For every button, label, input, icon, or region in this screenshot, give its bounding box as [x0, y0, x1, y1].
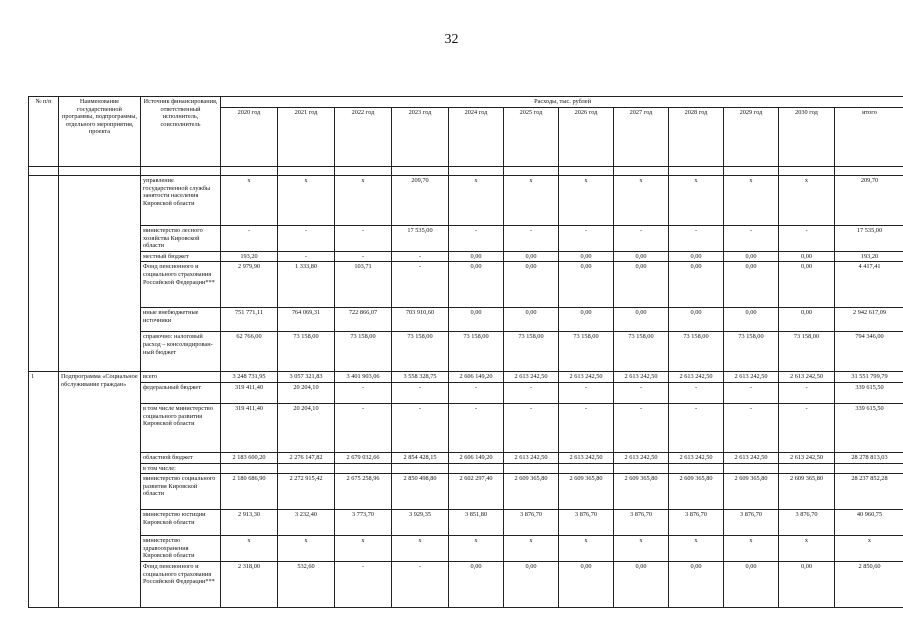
value-cell: 3 876,70 — [504, 510, 559, 536]
value-cell: - — [335, 403, 392, 452]
program-name: Подпрограмма «Социальное обслуживание граждан» — [59, 372, 141, 608]
value-cell: 764 069,31 — [278, 308, 335, 332]
value-cell: x — [278, 536, 335, 562]
value-cell: 3 057 321,83 — [278, 372, 335, 383]
value-cell: 0,00 — [449, 308, 504, 332]
value-cell: 2 913,30 — [221, 510, 278, 536]
spacer-cell — [504, 167, 559, 176]
value-cell: 3 876,70 — [724, 510, 779, 536]
table-row — [29, 561, 903, 607]
header-year: итого — [835, 108, 903, 167]
header-source: Источник финансирования, ответственный исполнитель, соисполнитель — [141, 97, 221, 167]
value-cell: 1 333,80 — [278, 262, 335, 308]
value-cell: 0,00 — [724, 262, 779, 308]
value-cell: 0,00 — [614, 308, 669, 332]
value-cell: 2 276 147,82 — [278, 452, 335, 463]
value-cell: 2 613 242,50 — [724, 452, 779, 463]
value-cell: 73 158,00 — [504, 332, 559, 372]
value-cell: 73 158,00 — [614, 332, 669, 372]
program-name — [59, 176, 141, 372]
value-cell: 3 876,70 — [779, 510, 835, 536]
value-cell: 2 272 915,42 — [278, 474, 335, 510]
value-cell: 0,00 — [614, 561, 669, 607]
value-cell: - — [559, 403, 614, 452]
value-cell: - — [669, 382, 724, 403]
value-cell: 0,00 — [449, 251, 504, 262]
funding-source: местный бюджет — [141, 251, 221, 262]
value-cell: 2 613 242,50 — [779, 452, 835, 463]
value-cell — [614, 463, 669, 474]
header-year: 2024 год — [449, 108, 504, 167]
value-cell: 31 551 799,79 — [835, 372, 903, 383]
table-row — [29, 308, 903, 332]
value-cell: 20 204,10 — [278, 403, 335, 452]
funding-source: областной бюджет — [141, 452, 221, 463]
value-cell: - — [724, 382, 779, 403]
value-cell: 2 613 242,50 — [614, 372, 669, 383]
funding-source: федеральный бюджет — [141, 382, 221, 403]
value-cell: - — [221, 226, 278, 252]
budget-table — [28, 96, 903, 608]
value-cell: 3 401 903,06 — [335, 372, 392, 383]
value-cell: 2 613 242,50 — [779, 372, 835, 383]
value-cell: 2 850 498,80 — [392, 474, 449, 510]
value-cell: - — [614, 226, 669, 252]
value-cell: 40 960,75 — [835, 510, 903, 536]
header-year: 2030 год — [779, 108, 835, 167]
value-cell — [449, 463, 504, 474]
value-cell: 2 609 365,80 — [504, 474, 559, 510]
value-cell — [278, 463, 335, 474]
header-year: 2020 год — [221, 108, 278, 167]
funding-source: министерство лесного хозяйства Кировской области — [141, 226, 221, 252]
value-cell: x — [614, 536, 669, 562]
value-cell: - — [559, 226, 614, 252]
value-cell: 0,00 — [504, 251, 559, 262]
header-year: 2027 год — [614, 108, 669, 167]
value-cell: 0,00 — [669, 251, 724, 262]
value-cell: 2 613 242,50 — [559, 372, 614, 383]
value-cell: x — [221, 176, 278, 226]
header-year: 2029 год — [724, 108, 779, 167]
value-cell: 4 417,41 — [835, 262, 903, 308]
funding-source: министерство здравоохранения Кировской области — [141, 536, 221, 562]
row-number — [29, 176, 59, 372]
value-cell: x — [614, 176, 669, 226]
spacer-cell — [221, 167, 278, 176]
value-cell: 2 613 242,50 — [724, 372, 779, 383]
value-cell: 3 876,70 — [559, 510, 614, 536]
value-cell: 2 318,00 — [221, 561, 278, 607]
value-cell: 703 910,60 — [392, 308, 449, 332]
spacer-cell — [392, 167, 449, 176]
value-cell: 0,00 — [559, 561, 614, 607]
value-cell: x — [559, 176, 614, 226]
value-cell: 751 771,11 — [221, 308, 278, 332]
value-cell: 3 851,80 — [449, 510, 504, 536]
value-cell: 73 158,00 — [559, 332, 614, 372]
value-cell: - — [392, 403, 449, 452]
value-cell: x — [559, 536, 614, 562]
value-cell: 2 609 365,80 — [614, 474, 669, 510]
value-cell: 0,00 — [724, 308, 779, 332]
value-cell: x — [449, 176, 504, 226]
table-row — [29, 510, 903, 536]
value-cell: 2 854 428,15 — [392, 452, 449, 463]
value-cell: x — [724, 176, 779, 226]
table-row — [29, 372, 903, 383]
value-cell: 339 615,50 — [835, 403, 903, 452]
value-cell: x — [221, 536, 278, 562]
value-cell: - — [559, 382, 614, 403]
value-cell: x — [335, 536, 392, 562]
value-cell: 28 237 852,28 — [835, 474, 903, 510]
value-cell: 73 158,00 — [449, 332, 504, 372]
value-cell — [779, 463, 835, 474]
value-cell: x — [392, 536, 449, 562]
value-cell: 193,20 — [835, 251, 903, 262]
table-row — [29, 403, 903, 452]
funding-source: министерство юстиции Кировской области — [141, 510, 221, 536]
value-cell: 3 773,70 — [335, 510, 392, 536]
table-row — [29, 463, 903, 474]
value-cell: - — [669, 226, 724, 252]
value-cell: 2 609 365,80 — [669, 474, 724, 510]
header-expenses: Расходы, тыс. рублей — [221, 97, 903, 108]
value-cell: 2 606 149,20 — [449, 452, 504, 463]
value-cell: - — [614, 403, 669, 452]
value-cell: 2 675 258,96 — [335, 474, 392, 510]
value-cell: 2 979,90 — [221, 262, 278, 308]
header-year: 2026 год — [559, 108, 614, 167]
funding-source: справочно: налоговый расход – консолидирован-ный бюджет — [141, 332, 221, 372]
value-cell: 0,00 — [779, 561, 835, 607]
funding-source: Фонд пенсионного и социального страхования Российской Федерации*** — [141, 561, 221, 607]
table-row — [29, 251, 903, 262]
table-row — [29, 262, 903, 308]
value-cell: x — [335, 176, 392, 226]
value-cell: 2 609 365,80 — [559, 474, 614, 510]
header-year: 2021 год — [278, 108, 335, 167]
value-cell: x — [724, 536, 779, 562]
value-cell: 339 615,50 — [835, 382, 903, 403]
value-cell: 0,00 — [669, 262, 724, 308]
value-cell: 28 278 813,03 — [835, 452, 903, 463]
value-cell — [835, 463, 903, 474]
value-cell: 3 876,70 — [614, 510, 669, 536]
value-cell: 2 679 032,66 — [335, 452, 392, 463]
value-cell: 0,00 — [504, 262, 559, 308]
value-cell: 0,00 — [669, 308, 724, 332]
value-cell: 73 158,00 — [278, 332, 335, 372]
value-cell — [669, 463, 724, 474]
value-cell: 2 602 297,40 — [449, 474, 504, 510]
value-cell: 0,00 — [449, 561, 504, 607]
spacer-cell — [141, 167, 221, 176]
value-cell: 2 850,60 — [835, 561, 903, 607]
header-year: 2023 год — [392, 108, 449, 167]
value-cell — [392, 463, 449, 474]
value-cell: 2 613 242,50 — [504, 452, 559, 463]
value-cell: 794 346,00 — [835, 332, 903, 372]
value-cell: 0,00 — [559, 251, 614, 262]
value-cell — [221, 463, 278, 474]
value-cell: 532,60 — [278, 561, 335, 607]
value-cell: 0,00 — [779, 308, 835, 332]
value-cell — [504, 463, 559, 474]
value-cell: 62 766,00 — [221, 332, 278, 372]
value-cell: 209,70 — [392, 176, 449, 226]
value-cell: x — [278, 176, 335, 226]
value-cell: - — [724, 226, 779, 252]
spacer-cell — [449, 167, 504, 176]
table-row — [29, 452, 903, 463]
value-cell: - — [392, 262, 449, 308]
value-cell: 0,00 — [449, 262, 504, 308]
value-cell: 17 535,00 — [835, 226, 903, 252]
value-cell: 722 866,07 — [335, 308, 392, 332]
spacer-cell — [724, 167, 779, 176]
value-cell — [559, 463, 614, 474]
value-cell: 2 613 242,50 — [614, 452, 669, 463]
funding-source: иные внебюджетные источники — [141, 308, 221, 332]
value-cell: - — [669, 403, 724, 452]
header-year: 2022 год — [335, 108, 392, 167]
value-cell: 3 232,40 — [278, 510, 335, 536]
value-cell: x — [669, 176, 724, 226]
value-cell: x — [504, 536, 559, 562]
spacer-cell — [779, 167, 835, 176]
value-cell: - — [335, 561, 392, 607]
value-cell: - — [779, 382, 835, 403]
header-year: 2025 год — [504, 108, 559, 167]
table-row — [29, 382, 903, 403]
value-cell: 0,00 — [614, 251, 669, 262]
value-cell: 2 613 242,50 — [669, 372, 724, 383]
header-year: 2028 год — [669, 108, 724, 167]
table-row — [29, 474, 903, 510]
value-cell: 0,00 — [504, 561, 559, 607]
value-cell: 3 929,35 — [392, 510, 449, 536]
value-cell: - — [335, 226, 392, 252]
value-cell: 193,20 — [221, 251, 278, 262]
spacer-cell — [669, 167, 724, 176]
spacer-cell — [278, 167, 335, 176]
value-cell: 17 535,00 — [392, 226, 449, 252]
value-cell: 2 613 242,50 — [669, 452, 724, 463]
value-cell: 73 158,00 — [669, 332, 724, 372]
header-num: № п/п — [29, 97, 59, 167]
value-cell: x — [669, 536, 724, 562]
spacer-cell — [335, 167, 392, 176]
value-cell: 2 609 365,80 — [724, 474, 779, 510]
value-cell: x — [504, 176, 559, 226]
table-row — [29, 332, 903, 372]
value-cell: 2 609 365,80 — [779, 474, 835, 510]
value-cell: 0,00 — [559, 262, 614, 308]
value-cell: - — [504, 403, 559, 452]
value-cell: - — [504, 226, 559, 252]
value-cell: 2 606 149,20 — [449, 372, 504, 383]
value-cell: - — [504, 382, 559, 403]
value-cell: 73 158,00 — [724, 332, 779, 372]
value-cell: 319 411,40 — [221, 382, 278, 403]
spacer-cell — [59, 167, 141, 176]
value-cell: 2 942 617,09 — [835, 308, 903, 332]
spacer-cell — [559, 167, 614, 176]
value-cell: - — [278, 251, 335, 262]
value-cell: 209,70 — [835, 176, 903, 226]
value-cell — [335, 463, 392, 474]
value-cell: - — [392, 382, 449, 403]
value-cell: - — [779, 226, 835, 252]
value-cell: 2 613 242,50 — [559, 452, 614, 463]
value-cell: x — [779, 176, 835, 226]
value-cell: 2 613 242,50 — [504, 372, 559, 383]
value-cell: 0,00 — [669, 561, 724, 607]
value-cell: 103,71 — [335, 262, 392, 308]
value-cell: 0,00 — [724, 251, 779, 262]
value-cell: 0,00 — [779, 262, 835, 308]
value-cell: 319 411,40 — [221, 403, 278, 452]
value-cell: 20 204,10 — [278, 382, 335, 403]
value-cell: - — [449, 403, 504, 452]
funding-source: управление государственной службы занятости населения Кировской области — [141, 176, 221, 226]
value-cell: - — [724, 403, 779, 452]
value-cell: x — [449, 536, 504, 562]
value-cell: 73 158,00 — [335, 332, 392, 372]
value-cell: - — [449, 382, 504, 403]
value-cell — [724, 463, 779, 474]
header-name: Наименование государственной программы, подпрограммы, отдельного мероприятия, проекта — [59, 97, 141, 167]
table-row — [29, 226, 903, 252]
value-cell: 2 180 686,90 — [221, 474, 278, 510]
funding-source: министерство социального развития Кировской области — [141, 474, 221, 510]
row-number: 1 — [29, 372, 59, 608]
spacer-cell — [614, 167, 669, 176]
value-cell: 0,00 — [724, 561, 779, 607]
table-row — [29, 536, 903, 562]
value-cell: - — [614, 382, 669, 403]
value-cell: x — [835, 536, 903, 562]
value-cell: - — [335, 251, 392, 262]
value-cell: 0,00 — [559, 308, 614, 332]
value-cell: - — [779, 403, 835, 452]
value-cell: - — [392, 251, 449, 262]
value-cell: 0,00 — [779, 251, 835, 262]
value-cell: 0,00 — [504, 308, 559, 332]
value-cell: 2 183 600,20 — [221, 452, 278, 463]
value-cell: - — [278, 226, 335, 252]
value-cell: x — [779, 536, 835, 562]
funding-source: всего — [141, 372, 221, 383]
value-cell: 73 158,00 — [392, 332, 449, 372]
spacer-cell — [29, 167, 59, 176]
value-cell: - — [449, 226, 504, 252]
value-cell: 3 558 328,75 — [392, 372, 449, 383]
value-cell: 3 876,70 — [669, 510, 724, 536]
page-number: 32 — [444, 32, 459, 47]
funding-source: в том числе министерство социального развития Кировской области — [141, 403, 221, 452]
value-cell: 0,00 — [614, 262, 669, 308]
value-cell: - — [335, 382, 392, 403]
value-cell: 73 158,00 — [779, 332, 835, 372]
funding-source: Фонд пенсионного и социального страхования Российской Федерации*** — [141, 262, 221, 308]
table-row — [29, 176, 903, 226]
value-cell: 3 248 731,95 — [221, 372, 278, 383]
spacer-cell — [835, 167, 903, 176]
funding-source: в том числе: — [141, 463, 221, 474]
value-cell: - — [392, 561, 449, 607]
